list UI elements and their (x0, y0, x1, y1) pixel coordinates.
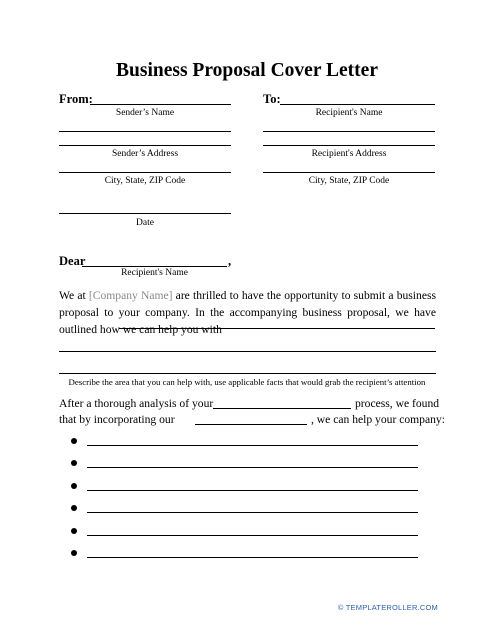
recipient-city-caption: City, State, ZIP Code (308, 176, 390, 186)
bullet-dot-1 (71, 438, 77, 444)
bullet-line-1[interactable] (87, 445, 418, 446)
page-title: Business Proposal Cover Letter (116, 60, 378, 81)
bullet-line-4[interactable] (87, 512, 418, 513)
bullet-line-2[interactable] (87, 467, 418, 468)
analysis-text-2b: that by incorporating our (59, 413, 175, 426)
company-name-placeholder[interactable]: [Company Name] (88, 289, 173, 302)
analysis-text-1: After a thorough analysis of your (59, 397, 214, 410)
bullet-dot-5 (71, 528, 77, 534)
footer-watermark[interactable]: © TEMPLATEROLLER.COM (337, 603, 438, 612)
bullet-line-5[interactable] (87, 535, 418, 536)
bullet-dot-6 (71, 550, 77, 556)
recipient-address-line-1[interactable] (263, 131, 435, 132)
help-with-field[interactable] (119, 328, 435, 329)
recipient-address-caption: Recipient's Address (311, 149, 387, 159)
sender-city-field[interactable] (59, 172, 231, 173)
dear-recipient-field[interactable] (82, 266, 227, 267)
bullet-dot-3 (71, 483, 77, 489)
recipient-name-field[interactable] (280, 104, 435, 105)
to-label: To: (263, 92, 281, 106)
process-field[interactable] (213, 408, 351, 409)
area-description-caption: Describe the area that you can help with, use applicable facts that would grab the recipient’s attention (68, 377, 426, 387)
sender-city-caption: City, State, ZIP Code (104, 176, 186, 186)
bullet-dot-2 (71, 460, 77, 466)
bullet-line-3[interactable] (87, 490, 418, 491)
recipient-name-caption: Recipient's Name (315, 108, 383, 118)
sender-address-line-1[interactable] (59, 131, 231, 132)
date-field[interactable] (59, 213, 231, 214)
bullet-dot-4 (71, 505, 77, 511)
date-caption: Date (136, 218, 154, 228)
intro-text-start: We at (59, 289, 89, 302)
intro-text-rest: are thrilled to have the opportunity to submit a business proposal to your company. In the accompanying business proposal, we have outlined how we can help you with (59, 289, 436, 336)
dear-label: Dear (59, 254, 86, 268)
analysis-text-3: , we can help your company: (311, 413, 445, 426)
analysis-text-2a: process, we found (355, 397, 440, 410)
sender-name-caption: Sender’s Name (115, 108, 175, 118)
recipient-address-line-2[interactable] (263, 145, 435, 146)
dear-comma: , (228, 254, 232, 268)
dear-recipient-caption: Recipient's Name (121, 268, 188, 278)
incorporating-field[interactable] (195, 424, 307, 425)
help-with-line-2[interactable] (59, 351, 436, 352)
sender-name-field[interactable] (90, 104, 231, 105)
bullet-line-6[interactable] (87, 557, 418, 558)
sender-address-line-2[interactable] (59, 145, 231, 146)
help-with-line-3[interactable] (59, 373, 436, 374)
intro-paragraph (59, 287, 436, 338)
from-label: From: (59, 92, 93, 106)
recipient-city-field[interactable] (263, 172, 435, 173)
sender-address-caption: Sender’s Address (111, 149, 179, 159)
